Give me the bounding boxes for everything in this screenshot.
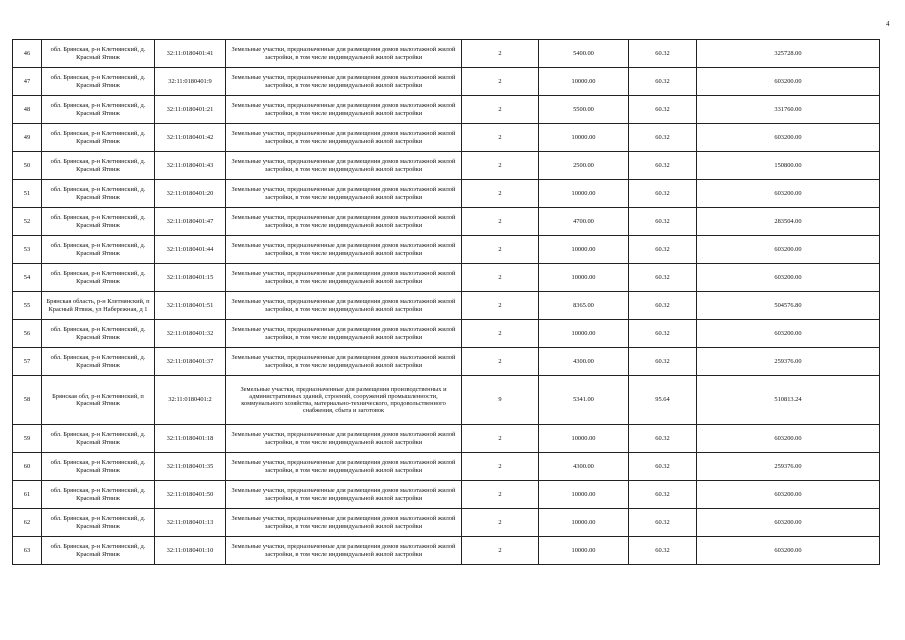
cadastral-number-cell: 32:11:0180401:42 <box>155 124 226 152</box>
rate-cell: 60.32 <box>629 152 697 180</box>
permitted-use-cell: Земельные участки, предназначенные для размещения домов малоэтажной жилой застройки, в том числе индивидуальной жилой застройки <box>226 481 462 509</box>
cadastral-value-cell: 603200.00 <box>697 509 880 537</box>
rate-cell: 60.32 <box>629 208 697 236</box>
area-cell: 10000.00 <box>539 236 629 264</box>
table-row <box>13 152 880 180</box>
address-cell: Брянская обл, р-н Клетнянский, п Красный Ятвиж <box>42 376 155 425</box>
permitted-use-cell: Земельные участки, предназначенные для размещения домов малоэтажной жилой застройки, в том числе индивидуальной жилой застройки <box>226 208 462 236</box>
cadastral-value-cell: 603200.00 <box>697 264 880 292</box>
category-cell: 2 <box>462 537 539 565</box>
row-number-cell: 53 <box>13 236 42 264</box>
category-cell: 2 <box>462 509 539 537</box>
address-cell: обл. Брянская, р-н Клетнянский, д. Красный Ятвиж <box>42 208 155 236</box>
rate-cell: 60.32 <box>629 537 697 565</box>
cadastral-value-cell: 150800.00 <box>697 152 880 180</box>
address-cell: обл. Брянская, р-н Клетнянский, д. Красный Ятвиж <box>42 537 155 565</box>
area-cell: 10000.00 <box>539 124 629 152</box>
permitted-use-cell: Земельные участки, предназначенные для размещения домов малоэтажной жилой застройки, в том числе индивидуальной жилой застройки <box>226 152 462 180</box>
row-number-cell: 61 <box>13 481 42 509</box>
cadastral-value-cell: 325728.00 <box>697 40 880 68</box>
permitted-use-cell: Земельные участки, предназначенные для размещения домов малоэтажной жилой застройки, в том числе индивидуальной жилой застройки <box>226 537 462 565</box>
category-cell: 9 <box>462 376 539 425</box>
page-number: 4 <box>886 20 890 28</box>
cadastral-value-cell: 603200.00 <box>697 180 880 208</box>
cadastral-number-cell: 32:11:0180401:41 <box>155 40 226 68</box>
cadastral-value-cell: 603200.00 <box>697 481 880 509</box>
cadastral-number-cell: 32:11:0180401:35 <box>155 453 226 481</box>
address-cell: обл. Брянская, р-н Клетнянский, д. Красный Ятвиж <box>42 96 155 124</box>
address-cell: обл. Брянская, р-н Клетнянский, д. Красный Ятвиж <box>42 509 155 537</box>
row-number-cell: 63 <box>13 537 42 565</box>
category-cell: 2 <box>462 40 539 68</box>
category-cell: 2 <box>462 320 539 348</box>
cadastral-number-cell: 32:11:0180401:2 <box>155 376 226 425</box>
area-cell: 10000.00 <box>539 509 629 537</box>
table-row <box>13 348 880 376</box>
row-number-cell: 56 <box>13 320 42 348</box>
area-cell: 4300.00 <box>539 348 629 376</box>
area-cell: 10000.00 <box>539 320 629 348</box>
row-number-cell: 60 <box>13 453 42 481</box>
address-cell: обл. Брянская, р-н Клетнянский, д. Красный Ятвиж <box>42 180 155 208</box>
cadastral-number-cell: 32:11:0180401:50 <box>155 481 226 509</box>
row-number-cell: 57 <box>13 348 42 376</box>
cadastral-value-cell: 603200.00 <box>697 236 880 264</box>
cadastral-number-cell: 32:11:0180401:51 <box>155 292 226 320</box>
address-cell: обл. Брянская, р-н Клетнянский, д. Красный Ятвиж <box>42 124 155 152</box>
address-cell: обл. Брянская, р-н Клетнянский, д. Красный Ятвиж <box>42 320 155 348</box>
table-row <box>13 208 880 236</box>
area-cell: 4300.00 <box>539 453 629 481</box>
permitted-use-cell: Земельные участки, предназначенные для размещения домов малоэтажной жилой застройки, в том числе индивидуальной жилой застройки <box>226 96 462 124</box>
rate-cell: 95.64 <box>629 376 697 425</box>
category-cell: 2 <box>462 425 539 453</box>
address-cell: обл. Брянская, р-н Клетнянский, д. Красный Ятвиж <box>42 348 155 376</box>
row-number-cell: 49 <box>13 124 42 152</box>
table-row <box>13 537 880 565</box>
category-cell: 2 <box>462 348 539 376</box>
cadastral-value-cell: 283504.00 <box>697 208 880 236</box>
area-cell: 4700.00 <box>539 208 629 236</box>
rate-cell: 60.32 <box>629 481 697 509</box>
row-number-cell: 47 <box>13 68 42 96</box>
cadastral-value-cell: 603200.00 <box>697 320 880 348</box>
permitted-use-cell: Земельные участки, предназначенные для размещения домов малоэтажной жилой застройки, в том числе индивидуальной жилой застройки <box>226 180 462 208</box>
rate-cell: 60.32 <box>629 264 697 292</box>
area-cell: 5500.00 <box>539 96 629 124</box>
land-registry-table <box>12 39 880 565</box>
cadastral-value-cell: 259376.00 <box>697 348 880 376</box>
address-cell: обл. Брянская, р-н Клетнянский, д. Красный Ятвиж <box>42 236 155 264</box>
category-cell: 2 <box>462 124 539 152</box>
rate-cell: 60.32 <box>629 96 697 124</box>
cadastral-number-cell: 32:11:0180401:13 <box>155 509 226 537</box>
area-cell: 10000.00 <box>539 537 629 565</box>
row-number-cell: 46 <box>13 40 42 68</box>
area-cell: 10000.00 <box>539 481 629 509</box>
table-row <box>13 376 880 425</box>
table-row <box>13 124 880 152</box>
permitted-use-cell: Земельные участки, предназначенные для размещения домов малоэтажной жилой застройки, в том числе индивидуальной жилой застройки <box>226 348 462 376</box>
category-cell: 2 <box>462 481 539 509</box>
area-cell: 2500.00 <box>539 152 629 180</box>
cadastral-number-cell: 32:11:0180401:20 <box>155 180 226 208</box>
permitted-use-cell: Земельные участки, предназначенные для размещения домов малоэтажной жилой застройки, в том числе индивидуальной жилой застройки <box>226 320 462 348</box>
permitted-use-cell: Земельные участки, предназначенные для размещения домов малоэтажной жилой застройки, в том числе индивидуальной жилой застройки <box>226 68 462 96</box>
cadastral-value-cell: 603200.00 <box>697 124 880 152</box>
permitted-use-cell: Земельные участки, предназначенные для размещения домов малоэтажной жилой застройки, в том числе индивидуальной жилой застройки <box>226 236 462 264</box>
row-number-cell: 55 <box>13 292 42 320</box>
cadastral-number-cell: 32:11:0180401:15 <box>155 264 226 292</box>
rate-cell: 60.32 <box>629 509 697 537</box>
category-cell: 2 <box>462 68 539 96</box>
cadastral-number-cell: 32:11:0180401:21 <box>155 96 226 124</box>
row-number-cell: 51 <box>13 180 42 208</box>
cadastral-number-cell: 32:11:0180401:10 <box>155 537 226 565</box>
row-number-cell: 52 <box>13 208 42 236</box>
cadastral-number-cell: 32:11:0180401:18 <box>155 425 226 453</box>
rate-cell: 60.32 <box>629 320 697 348</box>
row-number-cell: 58 <box>13 376 42 425</box>
cadastral-number-cell: 32:11:0180401:37 <box>155 348 226 376</box>
cadastral-number-cell: 32:11:0180401:47 <box>155 208 226 236</box>
table-row <box>13 320 880 348</box>
area-cell: 5341.00 <box>539 376 629 425</box>
address-cell: обл. Брянская, р-н Клетнянский, д. Красный Ятвиж <box>42 481 155 509</box>
row-number-cell: 48 <box>13 96 42 124</box>
address-cell: обл. Брянская, р-н Клетнянский, д. Красный Ятвиж <box>42 68 155 96</box>
rate-cell: 60.32 <box>629 453 697 481</box>
cadastral-value-cell: 603200.00 <box>697 68 880 96</box>
rate-cell: 60.32 <box>629 40 697 68</box>
address-cell: обл. Брянская, р-н Клетнянский, д. Красный Ятвиж <box>42 453 155 481</box>
permitted-use-cell: Земельные участки, предназначенные для размещения производственных и административных зданий, строений, сооружений промышленности, коммунального хозяйства, материально-технического, продовольственного снабжения, сбыта и заготовок <box>226 376 462 425</box>
category-cell: 2 <box>462 96 539 124</box>
permitted-use-cell: Земельные участки, предназначенные для размещения домов малоэтажной жилой застройки, в том числе индивидуальной жилой застройки <box>226 425 462 453</box>
cadastral-value-cell: 331760.00 <box>697 96 880 124</box>
cadastral-number-cell: 32:11:0180401:32 <box>155 320 226 348</box>
table-row <box>13 40 880 68</box>
rate-cell: 60.32 <box>629 348 697 376</box>
category-cell: 2 <box>462 208 539 236</box>
table-row <box>13 236 880 264</box>
category-cell: 2 <box>462 152 539 180</box>
rate-cell: 60.32 <box>629 292 697 320</box>
row-number-cell: 62 <box>13 509 42 537</box>
table-body <box>13 40 880 565</box>
rate-cell: 60.32 <box>629 236 697 264</box>
address-cell: обл. Брянская, р-н Клетнянский, д. Красный Ятвиж <box>42 40 155 68</box>
table-row <box>13 264 880 292</box>
rate-cell: 60.32 <box>629 180 697 208</box>
table-row <box>13 481 880 509</box>
table-row <box>13 453 880 481</box>
rate-cell: 60.32 <box>629 425 697 453</box>
permitted-use-cell: Земельные участки, предназначенные для размещения домов малоэтажной жилой застройки, в том числе индивидуальной жилой застройки <box>226 292 462 320</box>
cadastral-value-cell: 504576.80 <box>697 292 880 320</box>
address-cell: обл. Брянская, р-н Клетнянский, д. Красный Ятвиж <box>42 152 155 180</box>
permitted-use-cell: Земельные участки, предназначенные для размещения домов малоэтажной жилой застройки, в том числе индивидуальной жилой застройки <box>226 124 462 152</box>
category-cell: 2 <box>462 292 539 320</box>
rate-cell: 60.32 <box>629 68 697 96</box>
cadastral-value-cell: 603200.00 <box>697 425 880 453</box>
cadastral-value-cell: 603200.00 <box>697 537 880 565</box>
permitted-use-cell: Земельные участки, предназначенные для размещения домов малоэтажной жилой застройки, в том числе индивидуальной жилой застройки <box>226 509 462 537</box>
table-row <box>13 96 880 124</box>
table-row <box>13 425 880 453</box>
area-cell: 10000.00 <box>539 264 629 292</box>
cadastral-value-cell: 259376.00 <box>697 453 880 481</box>
category-cell: 2 <box>462 264 539 292</box>
category-cell: 2 <box>462 180 539 208</box>
table-row <box>13 509 880 537</box>
table-row <box>13 292 880 320</box>
area-cell: 10000.00 <box>539 425 629 453</box>
table-row <box>13 180 880 208</box>
cadastral-value-cell: 510813.24 <box>697 376 880 425</box>
table-row <box>13 68 880 96</box>
address-cell: обл. Брянская, р-н Клетнянский, д. Красный Ятвиж <box>42 264 155 292</box>
cadastral-number-cell: 32:11:0180401:44 <box>155 236 226 264</box>
area-cell: 8365.00 <box>539 292 629 320</box>
area-cell: 10000.00 <box>539 180 629 208</box>
address-cell: Брянская область, р-н Клетнянский, п Красный Ятвиж, ул Набережная, д 1 <box>42 292 155 320</box>
area-cell: 5400.00 <box>539 40 629 68</box>
cadastral-number-cell: 32:11:0180401:43 <box>155 152 226 180</box>
permitted-use-cell: Земельные участки, предназначенные для размещения домов малоэтажной жилой застройки, в том числе индивидуальной жилой застройки <box>226 40 462 68</box>
permitted-use-cell: Земельные участки, предназначенные для размещения домов малоэтажной жилой застройки, в том числе индивидуальной жилой застройки <box>226 453 462 481</box>
row-number-cell: 54 <box>13 264 42 292</box>
row-number-cell: 59 <box>13 425 42 453</box>
area-cell: 10000.00 <box>539 68 629 96</box>
rate-cell: 60.32 <box>629 124 697 152</box>
permitted-use-cell: Земельные участки, предназначенные для размещения домов малоэтажной жилой застройки, в том числе индивидуальной жилой застройки <box>226 264 462 292</box>
address-cell: обл. Брянская, р-н Клетнянский, д. Красный Ятвиж <box>42 425 155 453</box>
row-number-cell: 50 <box>13 152 42 180</box>
category-cell: 2 <box>462 453 539 481</box>
cadastral-number-cell: 32:11:0180401:9 <box>155 68 226 96</box>
category-cell: 2 <box>462 236 539 264</box>
